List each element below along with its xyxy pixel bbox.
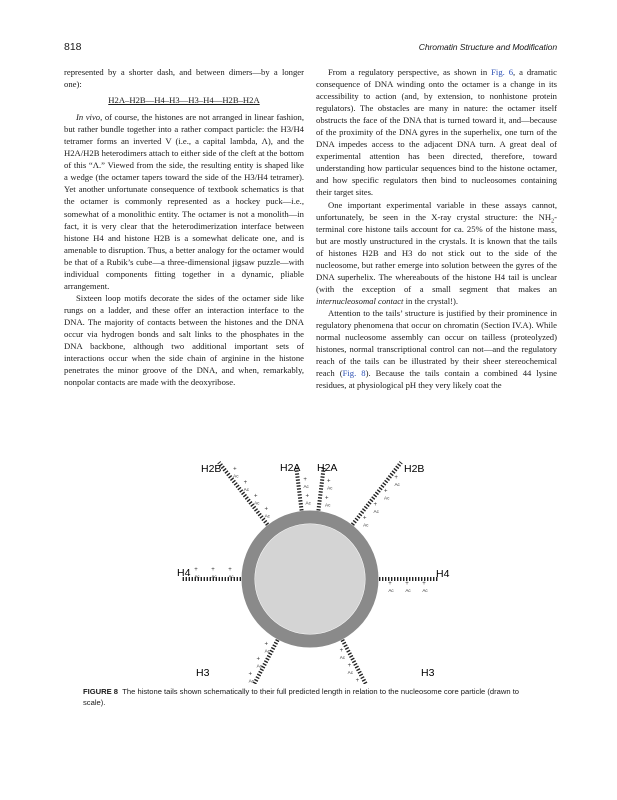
charge-mark: + (254, 493, 258, 500)
acetylation-mark: Ac (211, 574, 217, 579)
charge-mark: + (194, 567, 198, 573)
charge-mark: + (243, 479, 248, 486)
italic-phrase: In vivo, (76, 112, 103, 123)
acetylation-mark: Ac (303, 483, 309, 489)
acetylation-mark: Ac (405, 588, 411, 593)
right-column (316, 66, 557, 391)
charge-mark: + (233, 466, 237, 473)
charge-mark: + (394, 475, 398, 482)
paragraph: represented by a shorter dash, and between dimers—by a longer one): (64, 67, 304, 90)
paragraph-text: One important experimental variable in these assays cannot, unfortunately, be seen in the X-ray crystal structure: the NH (316, 199, 557, 222)
acetylation-mark: Ac (388, 588, 394, 593)
tail-h2b-left (219, 462, 269, 527)
acetylation-mark: Ac (305, 500, 311, 506)
charge-mark: + (248, 671, 253, 678)
paragraph-text: in the crystal!). (403, 295, 459, 306)
paragraph (316, 66, 557, 199)
charge-mark: + (363, 515, 367, 522)
charge-mark: + (347, 662, 352, 669)
histone-core (255, 524, 365, 634)
paragraph (64, 111, 304, 292)
acetylation-mark: Ac (347, 669, 354, 675)
nucleosome-tails-diagram (64, 454, 560, 684)
caption-label: FIGURE 8 (83, 687, 119, 696)
figure-8-link[interactable]: Fig. 8 (342, 368, 366, 379)
figure-caption (83, 687, 543, 708)
charge-mark: + (405, 581, 409, 587)
charge-mark: + (339, 647, 344, 654)
paragraph (316, 307, 557, 391)
paragraph-text: Attention to the tails’ structure is justified by their prominence in regulatory phenomena that occur on chromatin (Section IV.A). While normal nucleosome assembly can occur on tailless (proteolyzed) histones, normal transcriptional control can not—and the regulatory reach of the tails can be illustrated by their sheer stereochemical reach ( (316, 307, 557, 379)
tail-h2b-right (351, 462, 401, 527)
italic-phrase: internucleosomal contact (316, 295, 404, 306)
acetylation-mark: Ac (327, 485, 333, 491)
figure-6-link[interactable]: Fig. 6 (491, 67, 514, 77)
paragraph-text: ). Because the tails contain a combined 44 lysine residues, at physiological pH they very likely coat the (316, 368, 557, 391)
paragraph (316, 199, 557, 307)
label-h4-left: H4 (177, 567, 191, 579)
charge-mark: + (305, 493, 309, 500)
charge-mark: + (211, 567, 215, 573)
charge-mark: + (327, 478, 331, 485)
left-column (64, 66, 304, 388)
paragraph-text: From a regulatory perspective, as shown in (328, 67, 492, 77)
page-number: 818 (64, 41, 82, 53)
tail-h2a-right (318, 468, 324, 514)
acetylation-mark: Ac (228, 574, 234, 579)
acetylation-mark: Ac (264, 513, 270, 519)
label-h2a-right: H2A (317, 462, 338, 474)
charge-mark: + (228, 567, 232, 573)
label-h4-right: H4 (436, 568, 450, 580)
paragraph-text: -terminal core histone tails account for ca. 25% of the histone mass, but are mostly unstructured in the crystals. It is known that the tails of histones H2B and H3 do not stick out to the side of the nucleosome, but rather emerge into solution between the gyres of the DNA superhelix. The whereabouts of the histone H4 tail is unclear (with the exception of a small segment that makes an (316, 211, 557, 294)
paragraph-text: of course, the histones are not arranged in linear fashion, but rather bundle together into a rather compact particle: the H3/H4 tetramer forms an inverted V (i.e., a capital lambda, Λ), and the H2A/H2B heterodimers attach to either side of the cleft at the bottom of this “Λ.” Viewed from the side, the resulting entity is shaped like a wedge (the octamer tapers toward the side of the H3/H4 tetramer). Yet another unfortunate consequence of textbook schematics is that the octamer is commonly represented as a hockey puck—i.e., somewhat of a monolithic entity. The octamer is not a monolith—in fact, it is very clear that the heterodimerization interface between histone H4 and histone H2B is a somewhat delicate one, and is amenable to disruption. Thus, a better analogy for the octamer would be that of a Rubik’s cube—a three-dimensional jigsaw puzzle—with individual components fitting together in a dynamic, pliable arrangement. (64, 112, 304, 291)
paragraph-text: , a dramatic consequence of DNA winding onto the octamer is a change in its accessibility to action (and, by extension, to nonhistone protein regulators). The obstacles are many in nature: the octamer itself obstructs the face of the DNA that is turned toward it, and—because of the proximity of the DNA gyres in the superhelix, one turn of the DNA impedes access to the adjacent DNA turn. A great deal of experimental attention has been directed, therefore, toward understanding how particular sequences bind to the histone octamer, and how specific regulators then bind to nucleosomes containing their target sites. (316, 67, 557, 198)
acetylation-mark: Ac (325, 502, 331, 508)
label-h2b-left: H2B (201, 463, 222, 475)
acetylation-mark: Ac (394, 482, 400, 488)
acetylation-mark: Ac (422, 588, 428, 593)
charge-mark: + (303, 476, 307, 483)
charge-mark: + (324, 495, 329, 502)
label-h2b-right: H2B (404, 463, 425, 475)
subscript: 2 (551, 218, 555, 225)
caption-text: The histone tails shown schematically to their full predicted length in relation to the nucleosome core particle (drawn to scale). (83, 687, 520, 707)
tail-h2a-left (296, 468, 302, 514)
charge-mark: + (264, 641, 269, 648)
acetylation-mark: Ac (339, 654, 346, 660)
charge-mark: + (355, 677, 360, 684)
acetylation-mark: Ac (243, 486, 250, 492)
acetylation-mark: Ac (233, 473, 239, 479)
charge-mark: + (264, 506, 269, 513)
acetylation-mark: Ac (254, 500, 260, 506)
acetylation-mark: Ac (384, 495, 390, 501)
charge-mark: + (383, 488, 388, 495)
charge-mark: + (256, 656, 261, 663)
label-h3-right: H3 (421, 667, 435, 679)
acetylation-mark: Ac (363, 522, 369, 528)
label-h3-left: H3 (196, 667, 210, 679)
acetylation-mark: Ac (373, 508, 379, 514)
acetylation-mark: Ac (264, 648, 270, 654)
acetylation-mark: Ac (194, 574, 200, 579)
histone-order-formula: H2A–H2B—H4–H3—H3–H4—H2B–H2A (108, 95, 260, 106)
charge-mark: + (373, 501, 377, 508)
charge-mark: + (422, 581, 426, 587)
figure-8 (64, 454, 560, 684)
running-title: Chromatin Structure and Modification (418, 42, 557, 52)
charge-mark: + (388, 581, 392, 587)
acetylation-mark: Ac (248, 678, 254, 684)
acetylation-mark: Ac (256, 663, 262, 669)
label-h2a-left: H2A (280, 462, 301, 474)
paragraph: Sixteen loop motifs decorate the sides of the octamer side like rungs on a ladder, and these offer an interaction interface to the DNA. The majority of contacts between the histones and the DNA occur via hydrogen bonds and salt links to the phosphates in the DNA backbone, although two additional important sets of interactions occur when the side chain of arginine in the histone penetrates the minor groove of the DNA, and when, remarkably, nonpolar contacts are made with the deoxyribose. (64, 292, 304, 388)
